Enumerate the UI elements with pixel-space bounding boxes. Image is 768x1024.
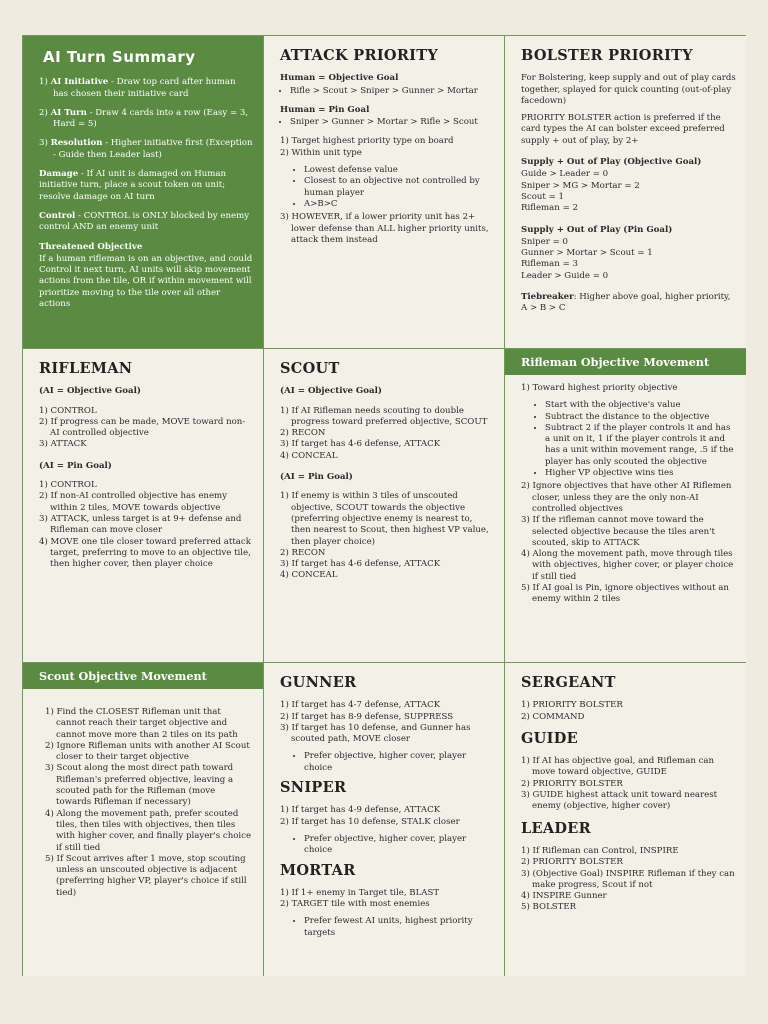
list-item: 3) If target has 4-6 defense, ATTACK bbox=[280, 559, 441, 570]
panel-title: ATTACK PRIORITY bbox=[280, 47, 439, 64]
list-item: 3) If target has 4-6 defense, ATTACK bbox=[280, 439, 441, 450]
reference-sheet bbox=[22, 35, 746, 976]
damage-rule: Damage - If AI unit is damaged on Human initiative turn, place a scout token on unit; resolve damage on AI turn bbox=[39, 169, 227, 202]
panel-title: AI Turn Summary bbox=[43, 48, 196, 66]
heading: Human = Objective Goal bbox=[280, 73, 399, 84]
line: Leader > Guide = 0 bbox=[521, 270, 609, 281]
list-item: 1) If AI Rifleman needs scouting to double progress toward preferred objective, SCOUT bbox=[280, 405, 488, 427]
list-item: 5) BOLSTER bbox=[521, 902, 577, 913]
list-item: 3) If the rifleman cannot move toward the selected objective because the tiles aren't scouted, skip to ATTACK bbox=[521, 515, 715, 548]
list-item: 2) If target has 10 defense, STALK closer bbox=[280, 816, 460, 827]
list-item: 5) If Scout arrives after 1 move, stop scouting unless an unscouted objective is adjacent (preferring higher VP, player's choice if still tied) bbox=[45, 853, 247, 898]
list-item: 4) INSPIRE Gunner bbox=[521, 891, 607, 902]
section-title: SNIPER bbox=[280, 779, 347, 797]
sergeant-guide-leader-panel bbox=[505, 663, 746, 976]
list-item: 2) If target has 8-9 defense, SUPPRESS bbox=[280, 711, 454, 722]
list-item: 1) If Rifleman can Control, INSPIRE bbox=[521, 845, 679, 856]
list-item: 1) If target has 4-9 defense, ATTACK bbox=[280, 805, 441, 816]
heading: Human = Pin Goal bbox=[280, 104, 370, 115]
threatened-objective-heading: Threatened Objective bbox=[39, 241, 143, 252]
list-item: 3) (Objective Goal) INSPIRE Rifleman if they can make progress, Scout if not bbox=[521, 868, 735, 890]
list-item: • A>B>C bbox=[304, 199, 494, 210]
heading: (AI = Pin Goal) bbox=[39, 460, 112, 471]
panel-title: BOLSTER PRIORITY bbox=[521, 47, 693, 64]
heading: Supply + Out of Play (Objective Goal) bbox=[521, 157, 702, 168]
list-item: • Subtract the distance to the objective bbox=[545, 412, 736, 423]
scout-panel bbox=[264, 349, 505, 663]
tiebreaker: Tiebreaker: Higher above goal, higher priority, A > B > C bbox=[521, 292, 731, 314]
list-item: • Start with the objective's value bbox=[545, 400, 736, 411]
line: Sniper > MG > Mortar = 2 bbox=[521, 180, 640, 191]
list-item: 3) Scout along the most direct path toward Rifleman's preferred objective, leaving a scouted path for the Rifleman (move towards Rifleman if necessary) bbox=[45, 763, 234, 808]
line: Sniper = 0 bbox=[521, 236, 568, 247]
list-item: 1) If 1+ enemy in Target tile, BLAST bbox=[280, 887, 440, 898]
list-item: 2) COMMAND bbox=[521, 711, 585, 722]
list-item: 1) PRIORITY BOLSTER bbox=[521, 700, 623, 711]
list-item: 2) PRIORITY BOLSTER bbox=[521, 857, 623, 868]
list-item: • Subtract 2 if the player controls it and has a unit on it, 1 if the player controls it and has a unit within movement range, .5 if the player has only scouted the objective bbox=[545, 423, 736, 468]
attack-priority-panel bbox=[264, 36, 505, 349]
list-item: 2) TARGET tile with most enemies bbox=[280, 899, 430, 910]
section-title: GUIDE bbox=[521, 729, 578, 747]
control-rule: Control - CONTROL is ONLY blocked by enemy control AND an enemy unit bbox=[39, 210, 250, 233]
section-title: MORTAR bbox=[280, 861, 356, 879]
list-item: • Rifle > Scout > Sniper > Gunner > Mortar bbox=[290, 86, 494, 97]
gunner-sniper-mortar-panel bbox=[264, 663, 505, 976]
list-item: 4) MOVE one tile closer toward preferred attack target, preferring to move to an objective tile, then higher cover, then player choice bbox=[39, 536, 251, 570]
panel-title: RIFLEMAN bbox=[39, 360, 133, 377]
scout-objective-movement-panel bbox=[23, 663, 264, 976]
list-item: 1) CONTROL bbox=[39, 405, 97, 416]
list-item: 4) CONCEAL bbox=[280, 570, 338, 581]
list-item: 1) If enemy is within 3 tiles of unscouted objective, SCOUT towards the objective (preferring objective enemy is nearest to, then nearest to Scout, then highest VP value, then player choice) bbox=[280, 491, 489, 547]
line: Scout = 1 bbox=[521, 191, 564, 202]
bolster-priority-panel bbox=[505, 36, 746, 349]
panel-title: SERGEANT bbox=[521, 674, 616, 691]
line: Gunner > Mortar > Scout = 1 bbox=[521, 248, 653, 259]
list-item: 1) AI Initiative - Draw top card after human has chosen their initiative card bbox=[39, 77, 236, 99]
list-item: • Lowest defense value bbox=[304, 165, 494, 176]
list-item: 4) Along the movement path, move through tiles with objectives, higher cover, or player choice if still tied bbox=[521, 549, 734, 582]
section-title: LEADER bbox=[521, 819, 591, 837]
list-item: 1) Find the CLOSEST Rifleman unit that cannot reach their target objective and cannot move more than 2 tiles on its path bbox=[45, 707, 238, 740]
panel-title: Rifleman Objective Movement bbox=[505, 349, 746, 375]
list-item: 3) ATTACK bbox=[39, 439, 87, 450]
list-item: 3) HOWEVER, if a lower priority unit has 2+ lower defense than ALL higher priority units, attack them instead bbox=[280, 212, 489, 245]
list-item: 3) ATTACK, unless target is at 9+ defense and Rifleman can move closer bbox=[39, 513, 242, 536]
paragraph: For Bolstering, keep supply and out of play cards together, splayed for quick counting (out-of-play facedown) bbox=[521, 73, 736, 106]
line: Rifleman = 2 bbox=[521, 203, 578, 214]
list-item: • Higher VP objective wins ties bbox=[545, 468, 736, 479]
heading: (AI = Objective Goal) bbox=[280, 386, 382, 397]
list-item: 1) Target highest priority type on board bbox=[280, 136, 454, 147]
list-item: 2) AI Turn - Draw 4 cards into a row (Easy = 3, Hard = 5) bbox=[39, 107, 249, 130]
list-item: • Prefer objective, higher cover, player choice bbox=[304, 834, 494, 857]
panel-title: SCOUT bbox=[280, 360, 340, 377]
list-item: • Closest to an objective not controlled by human player bbox=[304, 176, 494, 199]
threatened-objective-text: If a human rifleman is on an objective, and could Control it next turn, AI units will skip movement actions from the tile, OR if within movement will prioritize moving to the tile over all other actions bbox=[39, 253, 253, 310]
list-item: 2) Ignore Rifleman units with another AI Scout closer to their target objective bbox=[45, 740, 250, 763]
heading: Supply + Out of Play (Pin Goal) bbox=[521, 224, 673, 235]
list-item: • Prefer objective, higher cover, player choice bbox=[304, 751, 494, 774]
rifleman-panel bbox=[23, 349, 264, 663]
list-item: 2) If progress can be made, MOVE toward non-AI controlled objective bbox=[39, 416, 246, 439]
list-item: 2) PRIORITY BOLSTER bbox=[521, 778, 623, 789]
line: Rifleman = 3 bbox=[521, 259, 578, 270]
rifleman-objective-movement-panel bbox=[505, 349, 746, 663]
heading: (AI = Objective Goal) bbox=[39, 386, 141, 397]
list-item: 1) Toward highest priority objective bbox=[521, 383, 678, 393]
list-item: 2) RECON bbox=[280, 547, 326, 558]
paragraph: PRIORITY BOLSTER action is preferred if the card types the AI can bolster exceed preferred supply + out of play, by 2+ bbox=[521, 113, 725, 146]
panel-title: Scout Objective Movement bbox=[23, 663, 263, 689]
heading: (AI = Pin Goal) bbox=[280, 472, 353, 483]
list-item: 3) GUIDE highest attack unit toward nearest enemy (objective, higher cover) bbox=[521, 790, 718, 812]
list-item: 3) Resolution - Higher initiative first (Exception - Guide then Leader last) bbox=[39, 138, 253, 160]
list-item: • Prefer fewest AI units, highest priority targets bbox=[304, 916, 494, 939]
list-item: 2) Within unit type bbox=[280, 147, 362, 158]
list-item: 2) RECON bbox=[280, 428, 326, 439]
ai-turn-summary-panel bbox=[23, 36, 264, 349]
list-item: 5) If AI goal is Pin, ignore objectives without an enemy within 2 tiles bbox=[521, 583, 729, 605]
panel-title: GUNNER bbox=[280, 674, 357, 691]
list-item: 2) If non-AI controlled objective has enemy within 2 tiles, MOVE towards objective bbox=[39, 491, 228, 513]
list-item: 1) CONTROL bbox=[39, 480, 97, 491]
list-item: 4) CONCEAL bbox=[280, 450, 338, 461]
list-item: 3) If target has 10 defense, and Gunner has scouted path, MOVE closer bbox=[280, 722, 471, 745]
line: Guide > Leader = 0 bbox=[521, 169, 609, 180]
list-item: • Sniper > Gunner > Mortar > Rifle > Scout bbox=[290, 117, 494, 128]
list-item: 1) If AI has objective goal, and Rifleman can move toward objective, GUIDE bbox=[521, 756, 715, 778]
list-item: 1) If target has 4-7 defense, ATTACK bbox=[280, 700, 441, 711]
list-item: 4) Along the movement path, prefer scouted tiles, then tiles with objectives, then tiles with higher cover, and finally player's choice if still tied bbox=[45, 808, 252, 853]
list-item: 2) Ignore objectives that have other AI Riflemen closer, unless they are the only non-AI controlled objectives bbox=[521, 481, 732, 514]
